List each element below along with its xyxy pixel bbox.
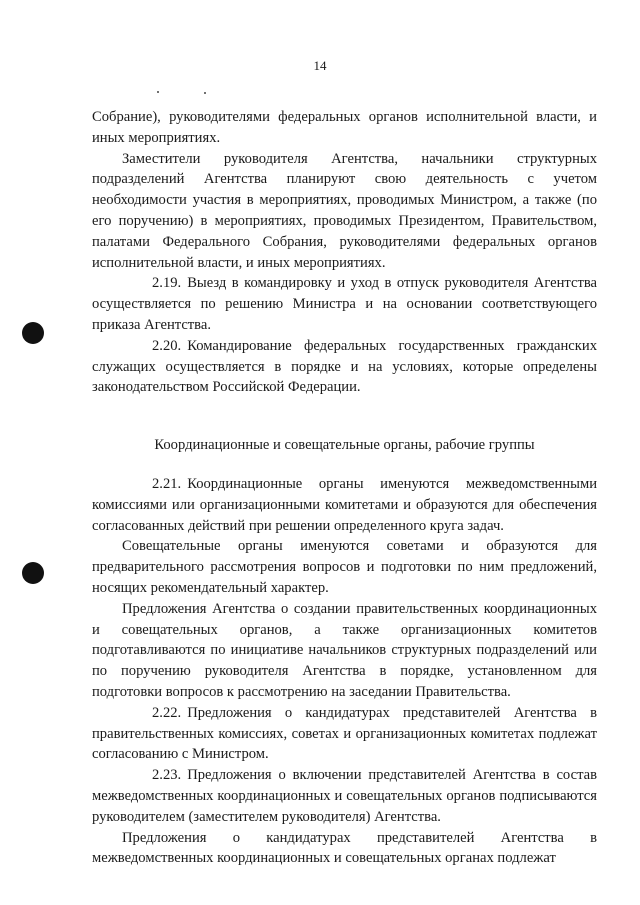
numbered-paragraph (92, 765, 597, 827)
punch-hole-bottom (22, 562, 44, 584)
paragraphs-after-heading (92, 474, 597, 869)
paragraph-text: Предложения о кандидатурах представителей Агентства в межведомственных координационных и совещательных органах подлежат (92, 829, 597, 867)
paragraph (92, 828, 597, 870)
paragraph-text: Координационные органы именуются межведомственными комиссиями или организационными комитетами и образуются для обеспечения согласованных действий при решении определенного круга задач. (92, 475, 597, 534)
paragraph-number: 2.21. (152, 475, 182, 492)
paragraph-text: Совещательные органы именуются советами и образуются для предварительного рассмотрения вопросов и подготовки по ним предложений, носящих рекомендательный характер. (92, 538, 597, 596)
paragraph-text: Командирование федеральных государственных гражданских служащих осуществляется в порядке и на условиях, которые определены законодательством Российской Федерации. (92, 337, 597, 396)
punch-hole-top (22, 322, 44, 344)
paragraph (92, 107, 597, 149)
page-number: 14 (313, 58, 327, 73)
paragraph-number: 2.22. (152, 704, 182, 721)
paragraph-text: Выезд в командировку и уход в отпуск руководителя Агентства осуществляется по решению Министра и на основании соответствующего приказа Агентства. (92, 275, 597, 333)
paragraph-number: 2.19. (152, 275, 182, 292)
numbered-paragraph (92, 703, 597, 765)
paragraph (92, 149, 597, 274)
numbered-paragraph (92, 474, 597, 536)
scan-speck (204, 92, 206, 94)
paragraph-text: Заместители руководителя Агентства, начальники структурных подразделений Агентства планируют свою деятельность с учетом необходимости участия в мероприятиях, проводимых Министром, а также (по его поручению) в мероприятиях, проводимых Президентом, Правительством, палатами Федерального Собрания, руководителями федеральных органов исполнительной власти, и иных мероприятиях. (92, 150, 597, 271)
paragraph-text: Предложения о кандидатурах представителей Агентства в правительственных комиссиях, советах и организационных комитетах подлежат согласованию с Министром. (92, 704, 597, 763)
paragraph-text: Предложения Агентства о создании правительственных координационных и совещательных органов, а также организационных комитетов подготавливаются по инициативе начальников структурных подразделений или по поручению руководителя Агентства в порядке, установленном для подготовки вопросов к рассмотрению на заседании Правительства. (92, 600, 597, 700)
paragraph (92, 536, 597, 598)
paragraph-number: 2.23. (152, 767, 182, 784)
paragraph-text: Предложения о включении представителей Агентства в состав межведомственных координационных и совещательных органов подписываются руководителем (заместителем руководителя) Агентства. (92, 767, 597, 825)
paragraphs-before-heading (92, 107, 597, 398)
paragraph (92, 599, 597, 703)
section-heading: Координационные и совещательные органы, рабочие группы (154, 437, 535, 454)
numbered-paragraph (92, 273, 597, 335)
paragraph-number: 2.20. (152, 337, 182, 354)
scan-speck (157, 91, 159, 93)
numbered-paragraph (92, 336, 597, 398)
paragraph-text: Собрание), руководителями федеральных органов исполнительной власти, и иных мероприятиях. (92, 109, 597, 146)
document-body (92, 107, 597, 869)
